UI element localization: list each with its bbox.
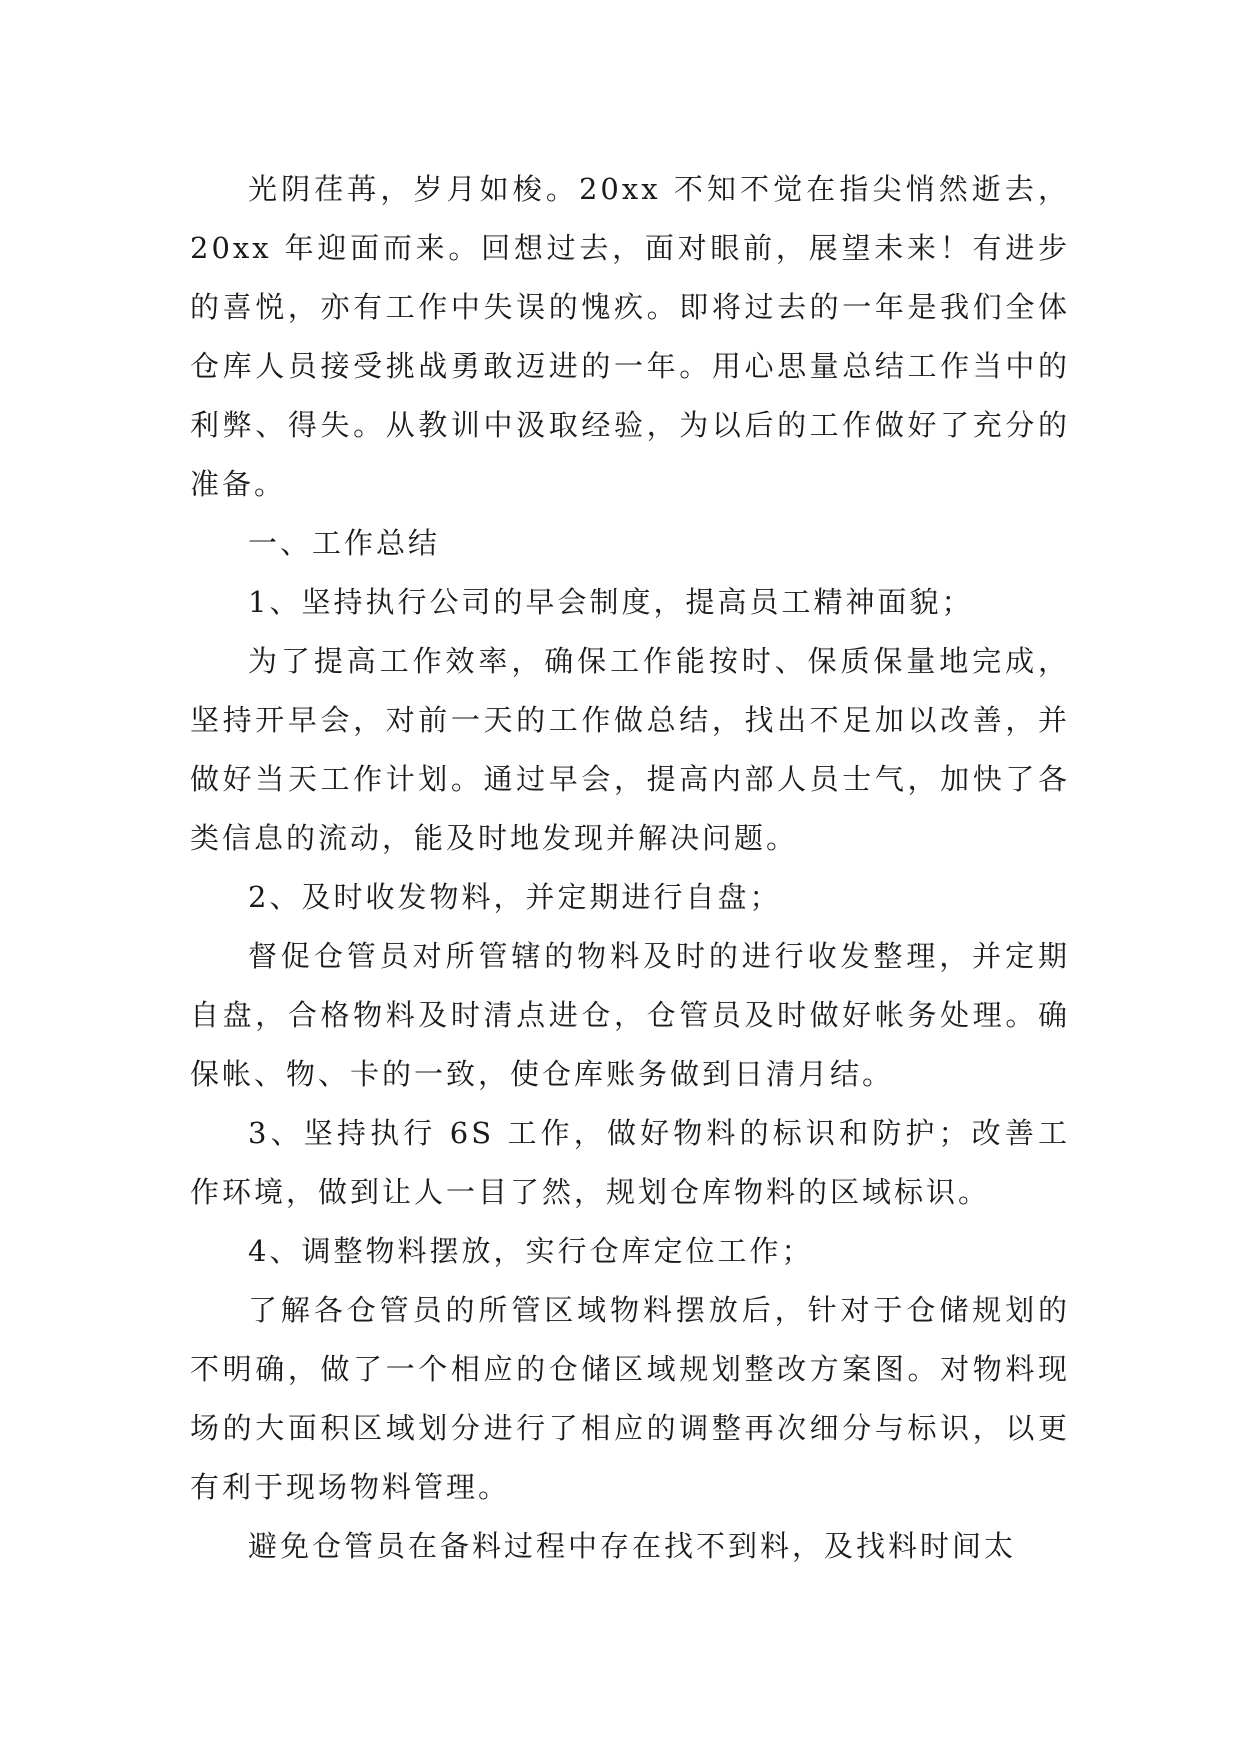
document-body	[190, 160, 1070, 1576]
section-heading: 一、工作总结	[248, 526, 441, 560]
item-heading-4: 4、调整物料摆放，实行仓库定位工作；	[248, 1234, 814, 1268]
paragraph-intro: 光阴荏苒，岁月如梭。20xx 不知不觉在指尖悄然逝去，20xx 年迎面而来。回想过去，面对眼前，展望未来！有进步的喜悦，亦有工作中失误的愧疚。即将过去的一年是我们全体仓库人员接受挑战勇敢迈进的一年。用心思量总结工作当中的利弊、得失。从教训中汲取经验，为以后的工作做好了充分的准备。	[190, 172, 1070, 501]
paragraph-item-2: 督促仓管员对所管辖的物料及时的进行收发整理，并定期自盘，合格物料及时清点进仓，仓管员及时做好帐务处理。确保帐、物、卡的一致，使仓库账务做到日清月结。	[190, 939, 1070, 1091]
paragraph-item-1: 为了提高工作效率，确保工作能按时、保质保量地完成，坚持开早会，对前一天的工作做总结，找出不足加以改善，并做好当天工作计划。通过早会，提高内部人员士气，加快了各类信息的流动，能及时地发现并解决问题。	[190, 644, 1070, 855]
item-heading-1: 1、坚持执行公司的早会制度，提高员工精神面貌；	[248, 585, 974, 619]
item-heading-3: 3、坚持执行 6S 工作，做好物料的标识和防护；改善工作环境，做到让人一目了然，规划仓库物料的区域标识。	[190, 1116, 1070, 1209]
paragraph-item-4: 了解各仓管员的所管区域物料摆放后，针对于仓储规划的不明确，做了一个相应的仓储区域规划整改方案图。对物料现场的大面积区域划分进行了相应的调整再次细分与标识，以更有利于现场物料管理。	[190, 1293, 1070, 1504]
paragraph-item-4-continued: 避免仓管员在备料过程中存在找不到料，及找料时间太	[248, 1529, 1017, 1563]
item-heading-2: 2、及时收发物料，并定期进行自盘；	[248, 880, 782, 914]
